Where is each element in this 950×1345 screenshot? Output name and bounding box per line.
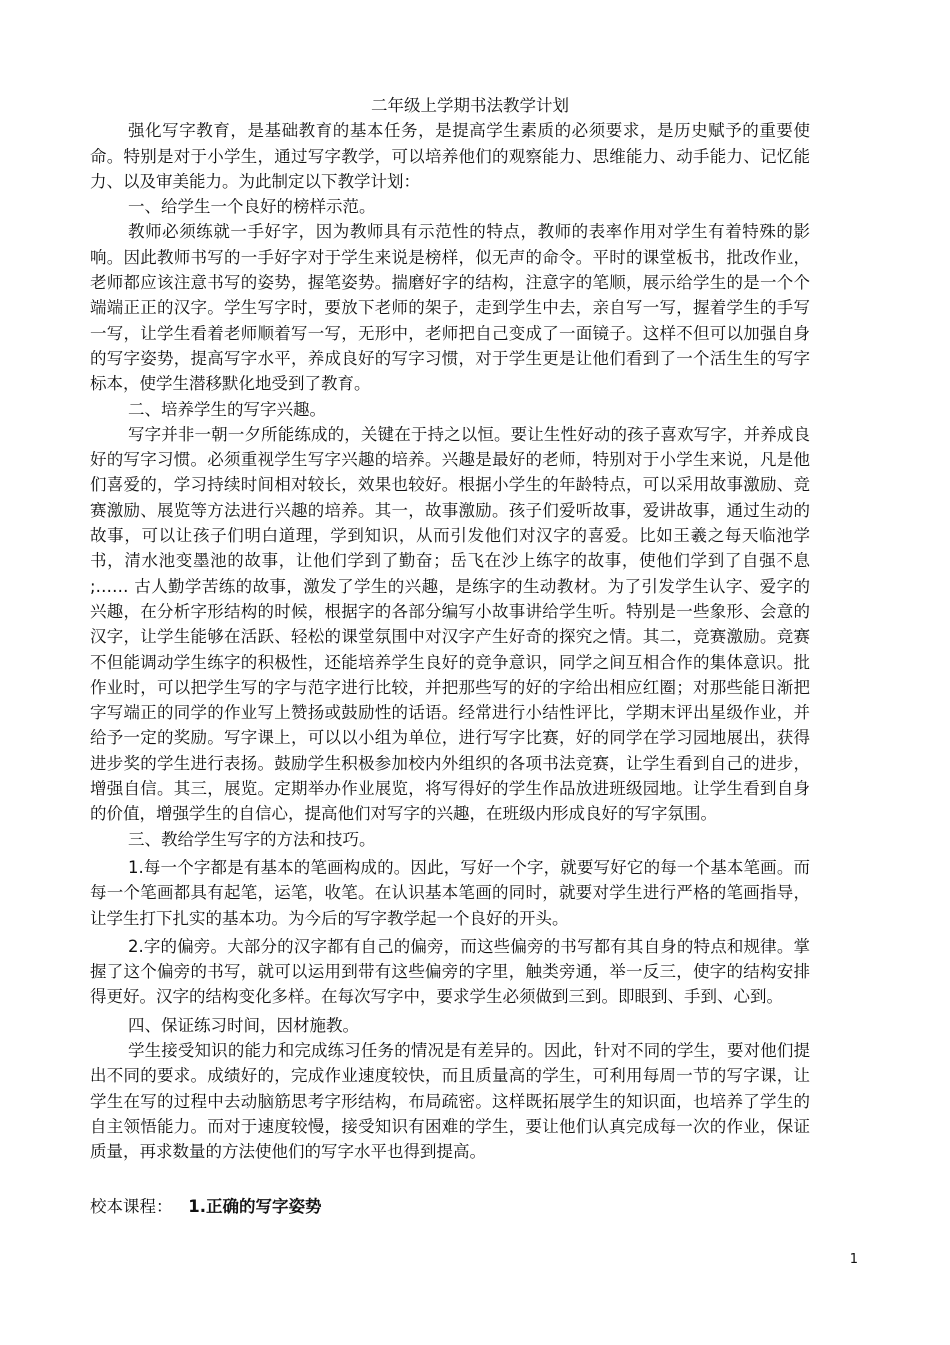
section-3-item-2: 2.字的偏旁。大部分的汉字都有自己的偏旁，而这些偏旁的书写都有其自身的特点和规律。掌握了这个偏旁的书写，就可以运用到带有这些偏旁的字里，触类旁通，举一反三，使字的结构安排得更好。汉字的结构变化多样。在每次写字中，要求学生必须做到三到。即眼到、手到、心到。: [90, 936, 810, 1007]
section-heading-2: 二、培养学生的写字兴趣。: [128, 399, 326, 419]
course-value: 1.正确的写字姿势: [188, 1197, 322, 1217]
course-line: [90, 1194, 810, 1219]
section-body-4: 学生接受知识的能力和完成练习任务的情况是有差异的。因此，针对不同的学生，要对他们提出不同的要求。成绩好的，完成作业速度较快，而且质量高的学生，可利用每周一节的写字课，让学生在写的过程中去动脑筋思考字形结构，布局疏密。这样既拓展学生的知识面，也培养了学生的自主领悟能力。而对于速度较慢，接受知识有困难的学生，要让他们认真完成每一次的作业，保证质量，再求数量的方法使他们的写字水平也得到提高。: [90, 1040, 810, 1162]
document-title: 二年级上学期书法教学计划: [371, 96, 569, 115]
section-heading-1: 一、给学生一个良好的榜样示范。: [128, 197, 376, 217]
section-3-item-1: 1.每一个字都是有基本的笔画构成的。因此，写好一个字，就要写好它的每一个基本笔画。而每一个笔画都具有起笔，运笔，收笔。在认识基本笔画的同时，就要对学生进行严格的笔画指导，让学生打下扎实的基本功。为今后的写字教学起一个良好的开头。: [90, 857, 810, 928]
intro-paragraph: 强化写字教育，是基础教育的基本任务，是提高学生素质的必须要求，是历史赋予的重要使命。特别是对于小学生，通过写字教学，可以培养他们的观察能力、思维能力、动手能力、记忆能力、以及审美能力。为此制定以下教学计划：: [90, 121, 810, 191]
paragraph-gap: [90, 1164, 810, 1194]
section-heading-4: 四、保证练习时间，因材施教。: [128, 1015, 359, 1035]
document-body: [90, 93, 810, 1220]
course-label: 校本课程：: [90, 1197, 173, 1217]
section-body-1: 教师必须练就一手好字，因为教师具有示范性的特点，教师的表率作用对学生有着特殊的影响。因此教师书写的一手好字对于学生来说是榜样，似无声的命令。平时的课堂板书，批改作业，老师都应该注意书写的姿势，握笔姿势。揣磨好字的结构，注意字的笔顺，展示给学生的是一个个端端正正的汉字。学生写字时，要放下老师的架子，走到学生中去，亲自写一写，握着学生的手写一写，让学生看着老师顺着写一写，无形中，老师把自己变成了一面镜子。这样不但可以加强自身的写字姿势，提高写字水平，养成良好的写字习惯，对于学生更是让他们看到了一个活生生的写字标本，使学生潜移默化地受到了教育。: [90, 222, 810, 394]
page-number: 1: [849, 1252, 858, 1267]
section-heading-3: 三、教给学生写字的方法和技巧。: [128, 829, 376, 849]
section-body-2: 写字并非一朝一夕所能练成的，关键在于持之以恒。要让生性好动的孩子喜欢写字，并养成良好的写字习惯。必须重视学生写字兴趣的培养。兴趣是最好的老师，特别对于小学生来说，凡是他们喜爱的，学习持续时间相对较长，效果也较好。根据小学生的年龄特点，可以采用故事激励、竞赛激励、展览等方法进行兴趣的培养。其一，故事激励。孩子们爱听故事，爱讲故事，通过生动的故事，可以让孩子们明白道理，学到知识，从而引发他们对汉字的喜爱。比如王羲之每天临池学书，清水池变墨池的故事，让他们学到了勤奋；岳飞在沙上练字的故事，使他们学到了自强不息 ;…… 古人勤学苦练的故事，激发了学生的兴趣，是练字的生动教材。为了引发学生认字、爱字的兴趣，在分析字形结构的时候，根据字的各部分编写小故事讲给学生听。特别是一些象形、会意的汉字，让学生能够在活跃、轻松的课堂氛围中对汉字产生好奇的探究之情。其二，竞赛激励。竞赛不但能调动学生练字的积极性，还能培养学生良好的竞争意识，同学之间互相合作的集体意识。批作业时，可以把学生写的字与范字进行比较，并把那些写的好的字给出相应红圈；对那些能日渐把字写端正的同学的作业写上赞扬或鼓励性的话语。经常进行小结性评比，学期末评出星级作业，并给予一定的奖励。写字课上，可以以小组为单位，进行写字比赛，好的同学在学习园地展出，获得进步奖的学生进行表扬。鼓励学生积极参加校内外组织的各项书法竞赛，让学生看到自己的进步，增强自信。其三，展览。定期举办作业展览，将写得好的学生作品放进班级园地。让学生看到自身的价值，增强学生的自信心，提高他们对写字的兴趣，在班级内形成良好的写字氛围。: [90, 424, 810, 824]
